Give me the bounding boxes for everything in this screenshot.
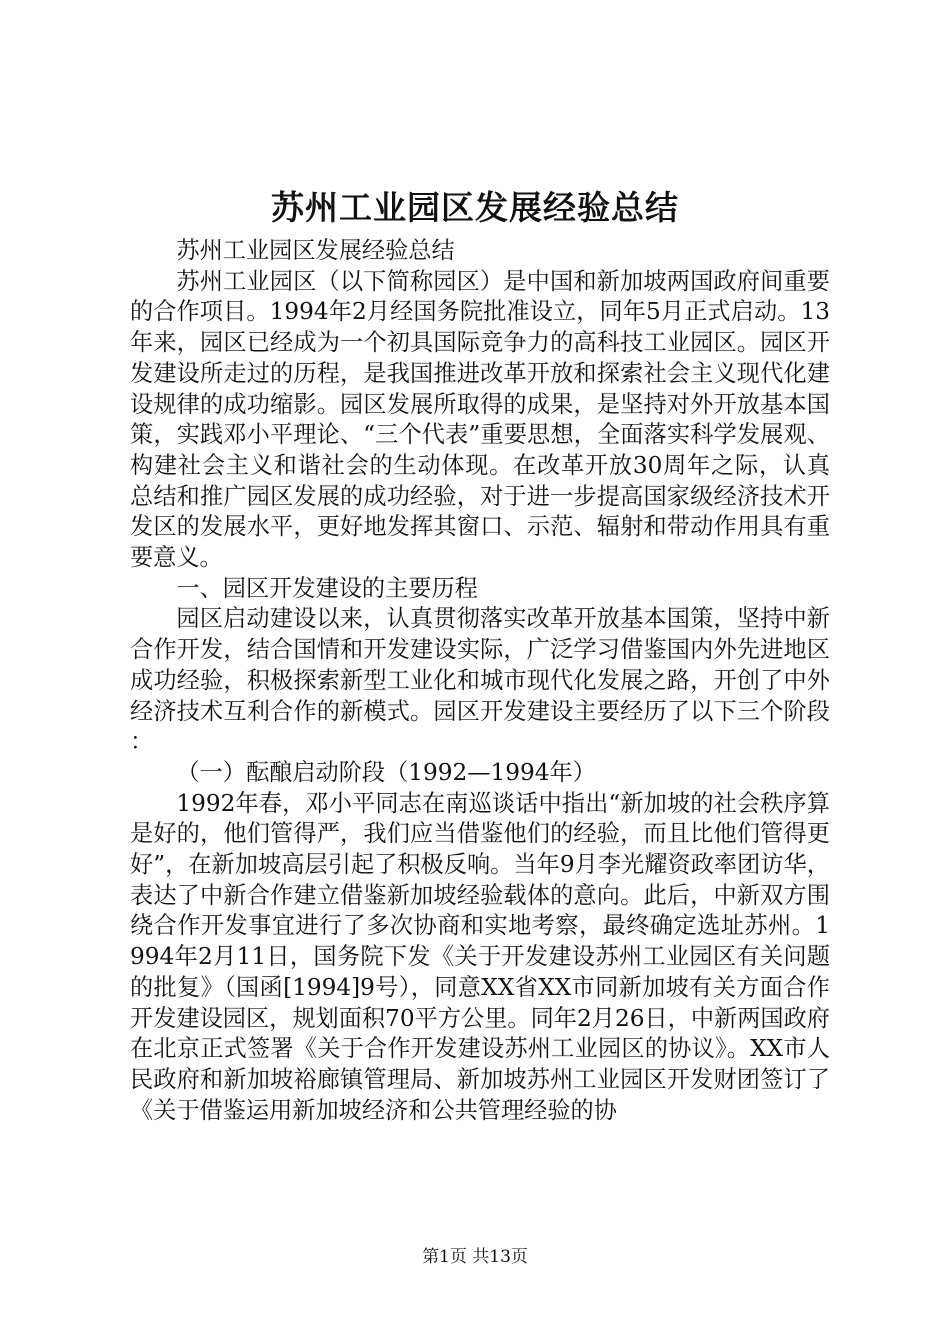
paragraph-subsection-1: 1992年春，邓小平同志在南巡谈话中指出“新加坡的社会秩序算是好的，他们管得严，我们应当借鉴他们的经验，而且比他们管得更好”，在新加坡高层引起了积极反响。当年9月李光耀资政率团访华，表达了中新合作建立借鉴新加坡经验载体的意向。此后，中新双方围绕合作开发事宜进行了多次协商和实地考察，最终确定选址苏州。1994年2月11日，国务院下发《关于开发建设苏州工业园区有关问题的批复》（国函[1994]9号），同意XX省XX市同新加坡有关方面合作开发建设园区，规划面积70平方公里。同年2月26日，中新两国政府在北京正式签署《关于合作开发建设苏州工业园区的协议》。XX市人民政府和新加坡裕廊镇管理局、新加坡苏州工业园区开发财团签订了《关于借鉴运用新加坡经济和公共管理经验的协 xyxy=(130,789,830,1124)
paragraph-subtitle: 苏州工业园区发展经验总结 xyxy=(176,237,455,264)
paragraph-section-1: 园区启动建设以来，认真贯彻落实改革开放基本国策，坚持中新合作开发，结合国情和开发建设实际，广泛学习借鉴国内外先进地区成功经验，积极探索新型工业化和城市现代化发展之路，开创了中外经济技术互利合作的新模式。园区开发建设主要经历了以下三个阶段： xyxy=(130,605,830,756)
document-title: 苏州工业园区发展经验总结 xyxy=(271,188,679,227)
subsection-heading-1: （一）酝酿启动阶段（1992—1994年） xyxy=(176,758,596,786)
document-body xyxy=(130,236,830,1126)
paragraph-intro: 苏州工业园区（以下简称园区）是中国和新加坡两国政府间重要的合作项目。1994年2月经国务院批准设立，同年5月正式启动。13年来，园区已经成为一个初具国际竞争力的高科技工业园区。园区开发建设所走过的历程，是我国推进改革开放和探索社会主义现代化建设规律的成功缩影。园区发展所取得的成果，是坚持对外开放基本国策，实践邓小平理论、“三个代表”重要思想，全面落实科学发展观、构建社会主义和谐社会的生动体现。在改革开放30周年之际，认真总结和推广园区发展的成功经验，对于进一步提高国家级经济技术开发区的发展水平，更好地发挥其窗口、示范、辐射和带动作用具有重要意义。 xyxy=(130,267,830,572)
page-number-footer: 第1页 共13页 xyxy=(422,1247,528,1267)
section-heading-1: 一、园区开发建设的主要历程 xyxy=(176,574,478,602)
